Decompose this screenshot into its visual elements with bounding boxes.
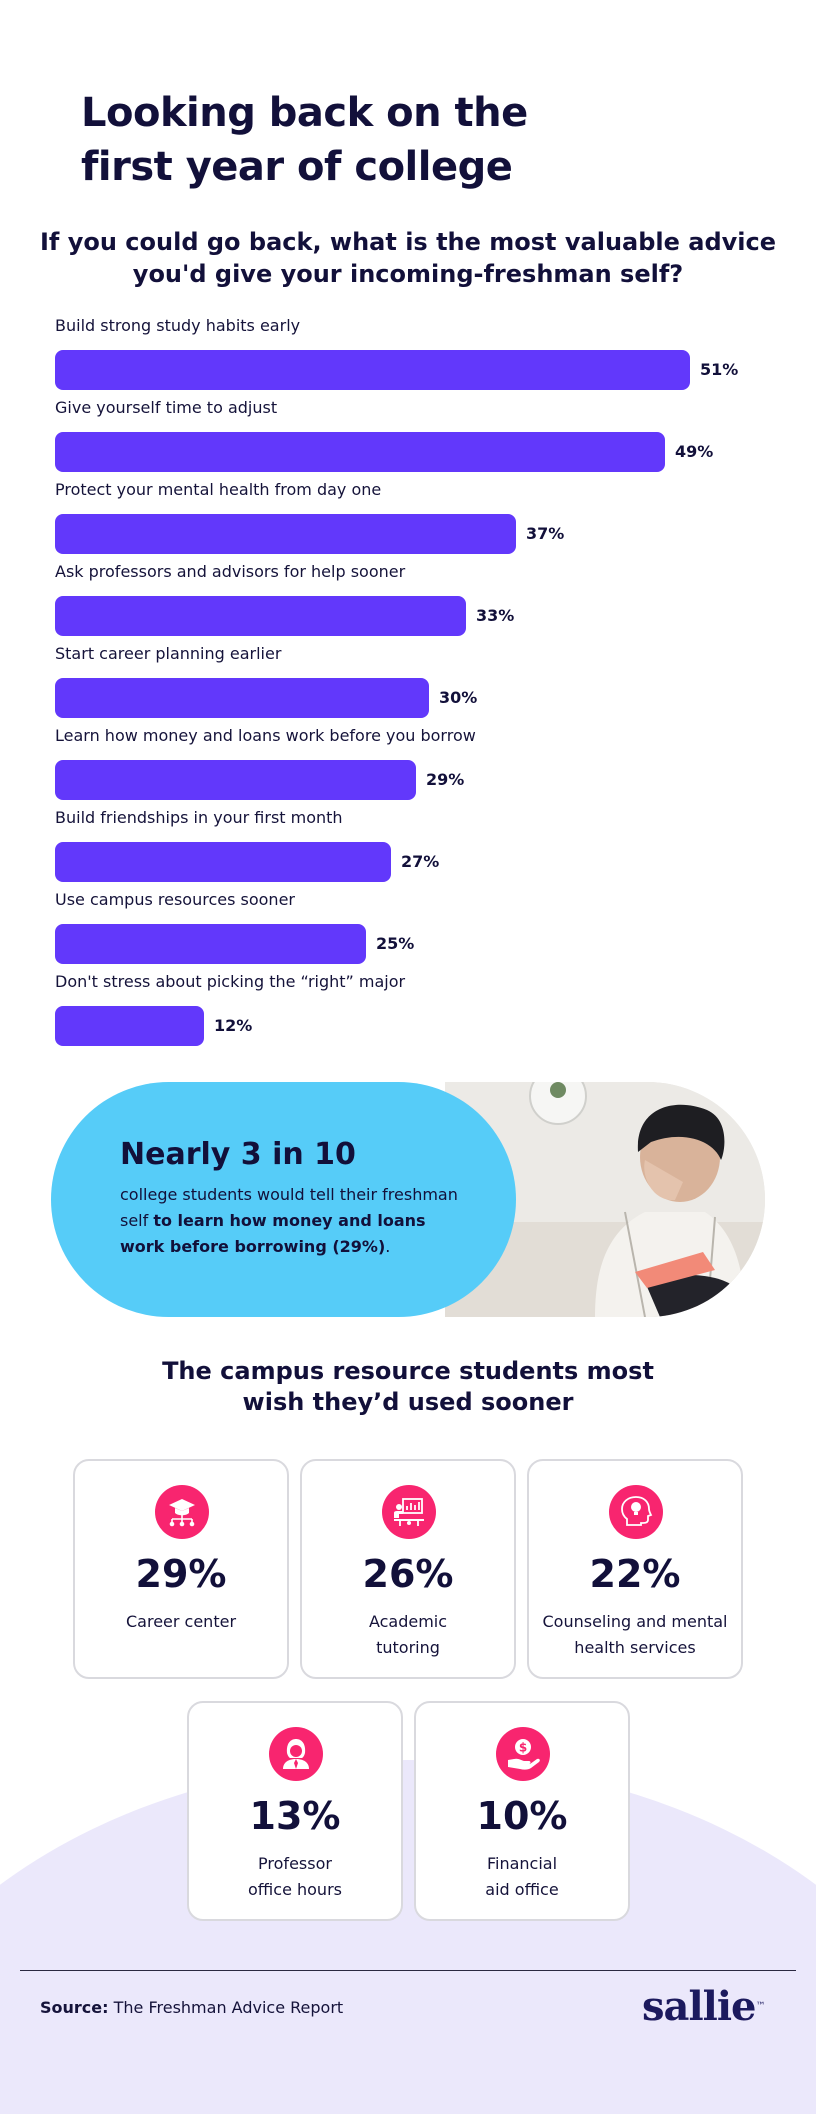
resources-title — [118, 1356, 698, 1418]
resource-name — [426, 1851, 618, 1903]
graduation-cap-network-icon — [155, 1485, 209, 1539]
resource-percent: 13% — [249, 1794, 341, 1838]
resource-percent: 22% — [589, 1552, 681, 1596]
resource-name-line-1: Counseling and mental — [542, 1612, 728, 1631]
stat-headline: Nearly 3 in 10 — [120, 1137, 356, 1172]
bar-value-label: 37% — [526, 524, 565, 543]
resource-name — [199, 1851, 391, 1903]
bar — [55, 924, 366, 964]
sallie-logo — [642, 1985, 765, 2029]
bar — [55, 596, 466, 636]
title-line-1: Looking back on the — [81, 90, 528, 136]
logo-wordmark: sallie — [642, 1983, 756, 2030]
resource-name-line-1: Career center — [125, 1612, 237, 1631]
source-text: The Freshman Advice Report — [113, 1998, 344, 2017]
bar-value-label: 29% — [426, 770, 465, 789]
bar — [55, 350, 690, 390]
question-line-1: If you could go back, what is the most valuable advice — [40, 228, 777, 256]
question-line-2: you'd give your incoming-freshman self? — [132, 260, 684, 288]
resource-name — [539, 1609, 731, 1661]
stat-body — [120, 1182, 460, 1260]
bar-label: Start career planning earlier — [55, 644, 282, 663]
bar — [55, 514, 516, 554]
advice-bar-chart — [0, 316, 816, 1056]
bar-value-label: 12% — [214, 1016, 253, 1035]
bar-label: Ask professors and advisors for help sooner — [55, 562, 406, 581]
stat-callout — [51, 1082, 765, 1317]
resource-name — [85, 1609, 277, 1635]
bar-value-label: 33% — [476, 606, 515, 625]
resource-percent: 10% — [476, 1794, 568, 1838]
source-note — [40, 1997, 343, 2019]
resource-name-line-1: Professor — [258, 1854, 332, 1873]
bar-label: Build friendships in your first month — [55, 808, 343, 827]
bar — [55, 678, 429, 718]
logo-trademark: ™ — [755, 2001, 766, 2012]
bar — [55, 842, 391, 882]
resource-name-line-2: office hours — [248, 1880, 342, 1899]
bar-label: Build strong study habits early — [55, 316, 301, 335]
resource-card-counseling — [527, 1459, 743, 1679]
bar-value-label: 27% — [401, 852, 440, 871]
stat-body-end: . — [385, 1237, 391, 1256]
resource-card-office-hours — [187, 1701, 403, 1921]
bar-value-label: 25% — [376, 934, 415, 953]
bar-label: Learn how money and loans work before you borrow — [55, 726, 476, 745]
bar-value-label: 49% — [675, 442, 714, 461]
bar-value-label: 30% — [439, 688, 478, 707]
resource-percent: 29% — [135, 1552, 227, 1596]
bar-label: Don't stress about picking the “right” major — [55, 972, 406, 991]
footer-divider — [20, 1970, 796, 1971]
presentation-board-icon — [382, 1485, 436, 1539]
bar-label: Protect your mental health from day one — [55, 480, 382, 499]
resource-name-line-1: Financial — [486, 1854, 558, 1873]
head-lightbulb-icon — [609, 1485, 663, 1539]
resource-name-line-2: aid office — [485, 1880, 559, 1899]
professor-person-icon — [269, 1727, 323, 1781]
bar-label: Give yourself time to adjust — [55, 398, 278, 417]
resource-card-financial-aid — [414, 1701, 630, 1921]
bar-value-label: 51% — [700, 360, 739, 379]
source-label: Source: — [40, 1998, 109, 2017]
resources-title-line-2: wish they’d used sooner — [242, 1388, 574, 1416]
hand-dollar-coin-icon — [496, 1727, 550, 1781]
bar — [55, 1006, 204, 1046]
resources-title-line-1: The campus resource students most — [162, 1357, 654, 1385]
chart-question — [40, 226, 776, 290]
bar — [55, 760, 416, 800]
page-title — [81, 86, 681, 194]
resource-name — [312, 1609, 504, 1661]
resource-name-line-1: Academic — [368, 1612, 448, 1631]
resource-name-line-2: health services — [574, 1638, 696, 1657]
title-line-2: first year of college — [81, 144, 513, 190]
bar — [55, 432, 665, 472]
resource-name-line-2: tutoring — [376, 1638, 440, 1657]
background-arc — [0, 1760, 816, 2114]
stat-body-bold: to learn how money and loans work before borrowing (29%) — [120, 1211, 426, 1256]
resource-card-career-center — [73, 1459, 289, 1679]
stat-body-plain: college students would tell their freshman self — [120, 1185, 458, 1230]
resource-percent: 26% — [362, 1552, 454, 1596]
bar-label: Use campus resources sooner — [55, 890, 295, 909]
resource-card-academic-tutoring — [300, 1459, 516, 1679]
svg-text:$: $ — [518, 1740, 528, 1755]
stat-pill — [51, 1082, 516, 1317]
